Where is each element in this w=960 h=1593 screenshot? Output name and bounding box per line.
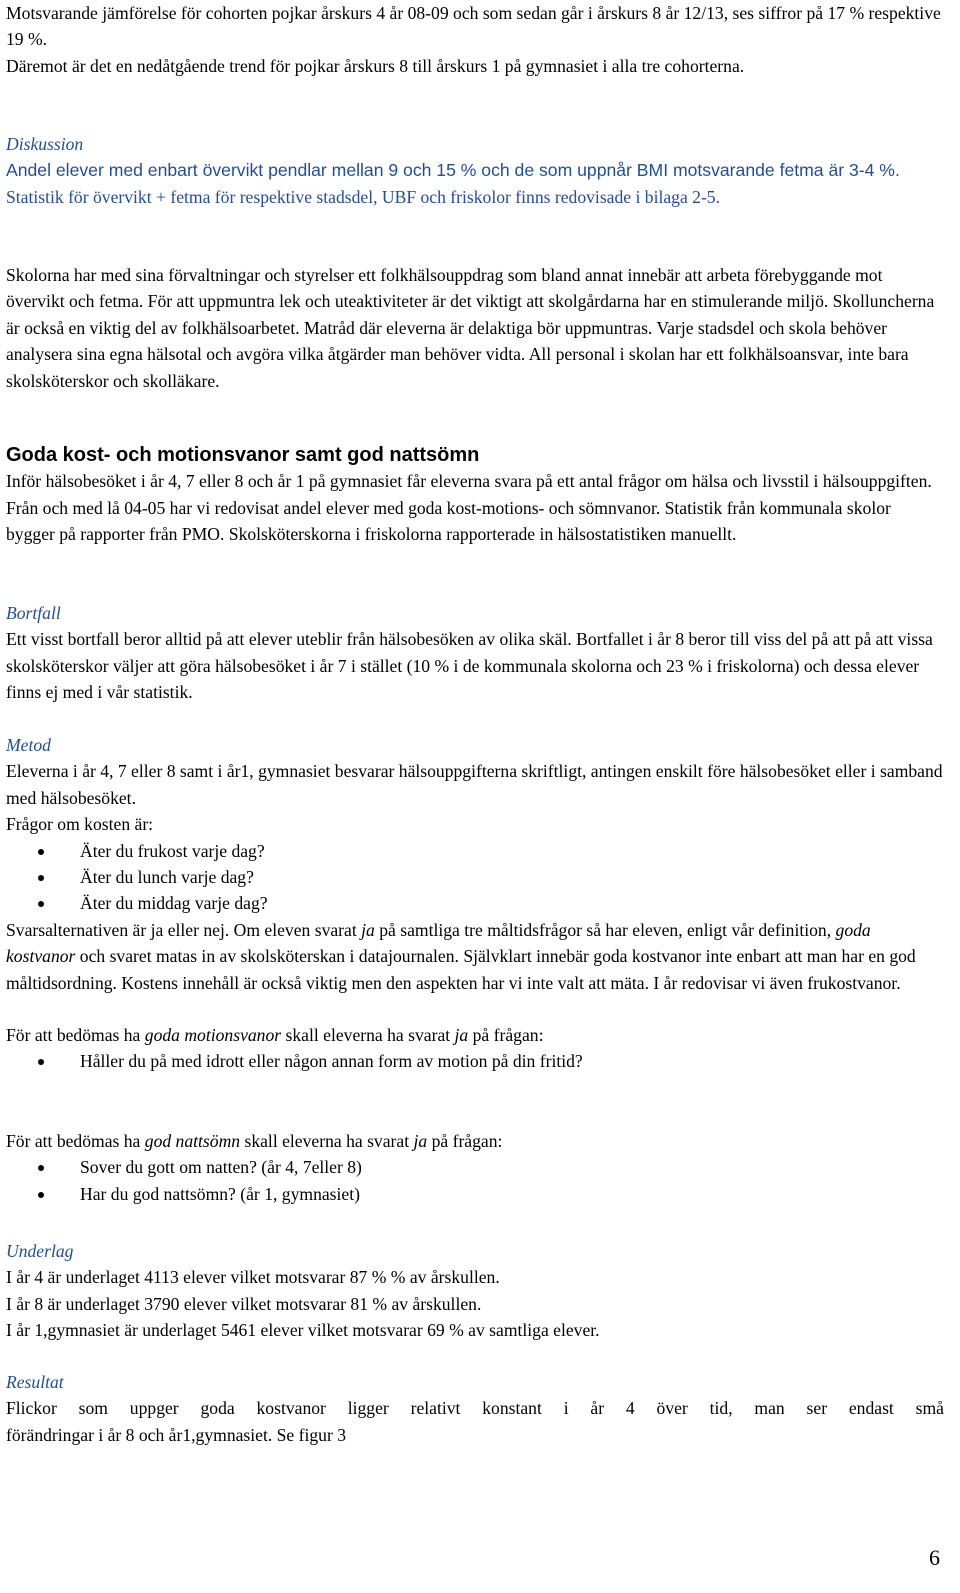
resultat-line-1: Flickor som uppger goda kostvanor ligger relativt konstant i år 4 över tid, man ser endast små — [6, 1398, 944, 1419]
diskussion-section — [6, 131, 944, 210]
diskussion-paragraph-3: Skolorna har med sina förvaltningar och styrelser ett folkhälsouppdrag som bland annat innebär att arbeta förebyggande mot övervikt och fetma. För att uppmuntra lek och uteaktiviteter är det viktigt att skolgårdarna har en stimulerande miljö. Skolluncherna är också en viktig del av folkhälsoarbetet. Matråd där eleverna är delaktiga bör uppmuntras. Varje stadsdel och skola behöver analysera sina egna hälsotal och avgöra vilka åtgärder man behöver vidta. All personal i skolan har ett folkhälsoansvar, inte bara skolsköterskor och skolläkare. — [6, 265, 935, 391]
bortfall-section — [6, 600, 944, 706]
page-number: 6 — [929, 1544, 940, 1570]
goda-heading: Goda kost- och motionsvanor samt god nattsömn — [6, 444, 480, 466]
sleep-questions-list — [6, 1154, 944, 1207]
intro-paragraph-1: Motsvarande jämförelse för cohorten pojkar årskurs 4 år 08-09 och som sedan går i årskurs 8 år 12/13, ses siffror på 17 % respektive 19 %. — [6, 3, 941, 50]
list-item: Sover du gott om natten? (år 4, 7eller 8) — [6, 1154, 944, 1180]
list-item: Äter du frukost varje dag? — [6, 838, 944, 864]
diskussion-paragraph-1: Andel elever med enbart övervikt pendlar mellan 9 och 15 % och de som uppnår BMI motsvarande fetma är 3-4 %. — [6, 160, 900, 181]
list-item: Har du god nattsömn? (år 1, gymnasiet) — [6, 1181, 944, 1207]
text-span: på frågan: — [468, 1025, 544, 1045]
text-span: ja — [413, 1131, 428, 1151]
underlag-line: I år 1,gymnasiet är underlaget 5461 elever vilket motsvarar 69 % av samtliga elever. — [6, 1320, 600, 1341]
diskussion-paragraph-2: Statistik för övervikt + fetma för respektive stadsdel, UBF och friskolor finns redovisade i bilaga 2-5. — [6, 186, 721, 207]
metod-paragraph-2: Frågor om kosten är: — [6, 814, 154, 835]
resultat-section — [6, 1369, 944, 1448]
list-item: Håller du på med idrott eller någon annan form av motion på din fritid? — [6, 1048, 944, 1074]
resultat-line-2: förändringar i år 8 och år1,gymnasiet. Se figur 3 — [6, 1424, 347, 1445]
bortfall-heading: Bortfall — [6, 603, 61, 623]
metod-section — [6, 732, 944, 996]
underlag-line: I år 4 är underlaget 4113 elever vilket motsvarar 87 % % av årskullen. — [6, 1267, 500, 1288]
text-span: För att bedömas ha — [6, 1131, 145, 1151]
underlag-line: I år 8 är underlaget 3790 elever vilket motsvarar 81 % av årskullen. — [6, 1293, 482, 1314]
text-span: skall eleverna ha svarat — [240, 1131, 414, 1151]
text-span: goda motionsvanor — [144, 1025, 282, 1045]
sleep-section — [6, 1128, 944, 1207]
metod-heading: Metod — [6, 735, 51, 755]
metod-paragraph-1: Eleverna i år 4, 7 eller 8 samt i år1, gymnasiet besvarar hälsouppgifterna skriftligt, antingen enskilt före hälsobesöket eller i samband med hälsobesöket. — [6, 761, 943, 808]
kost-questions-list — [6, 838, 944, 917]
underlag-section — [6, 1238, 944, 1344]
diskussion-paragraph-3-block — [6, 262, 944, 394]
goda-section — [6, 442, 944, 548]
text-span: och svaret matas in av skolsköterskan i datajournalen. Självklart innebär goda kostvanor inte enbart att man har en god måltidsordning. Kostens innehåll är också viktig men den aspekten har vi inte valt att mäta. I år redovisar vi även frukostvanor. — [6, 946, 916, 993]
text-span: Svarsalternativen är ja eller nej. Om eleven svarat — [6, 919, 362, 940]
text-span: För att bedömas ha — [6, 1025, 145, 1045]
text-span: skall eleverna ha svarat — [281, 1025, 455, 1045]
text-span: på frågan: — [427, 1131, 503, 1151]
text-span: på samtliga tre måltidsfrågor så har eleven, enligt vår definition, — [374, 919, 836, 940]
motion-paragraph — [6, 1022, 944, 1048]
motion-section — [6, 1022, 944, 1075]
text-span: goda kostvanor — [6, 919, 871, 967]
motion-questions-list — [6, 1048, 944, 1074]
underlag-heading: Underlag — [6, 1241, 74, 1261]
list-item: Äter du lunch varje dag? — [6, 864, 944, 890]
text-span: ja — [361, 919, 375, 940]
diskussion-heading: Diskussion — [6, 134, 84, 154]
intro-paragraph-2: Däremot är det en nedåtgående trend för pojkar årskurs 8 till årskurs 1 på gymnasiet i alla tre cohorterna. — [6, 55, 745, 76]
list-item: Äter du middag varje dag? — [6, 890, 944, 916]
intro-section — [6, 0, 944, 79]
metod-paragraph-3 — [6, 917, 944, 996]
text-span: god nattsömn — [144, 1131, 241, 1151]
goda-paragraph: Inför hälsobesöket i år 4, 7 eller 8 och år 1 på gymnasiet får eleverna svara på ett antal frågor om hälsa och livsstil i hälsouppgiften. Från och med lå 04-05 har vi redovisat andel elever med goda kost-motions- och sömnvanor. Statistik från kommunala skolor bygger på rapporter från PMO. Skolsköterskorna i friskolorna rapporterade in hälsostatistiken manuellt. — [6, 471, 932, 545]
sleep-paragraph — [6, 1128, 944, 1154]
bortfall-paragraph: Ett visst bortfall beror alltid på att elever uteblir från hälsobesöken av olika skäl. Bortfallet i år 8 beror till viss del på att på att vissa skolsköterskor väljer att göra hälsobesöket i år 7 i stället (10 % i de kommunala skolorna och 23 % i friskolorna) och dessa elever finns ej med i vår statistik. — [6, 629, 933, 703]
resultat-heading: Resultat — [6, 1372, 64, 1392]
text-span: ja — [454, 1025, 469, 1045]
